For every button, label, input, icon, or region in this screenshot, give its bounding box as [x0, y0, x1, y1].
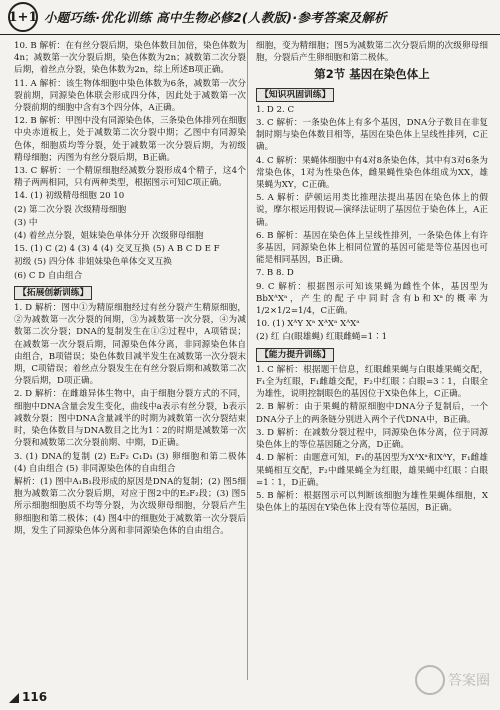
left-column-paragraph: 15. (1) C (2) 4 (3) 4 (4) 交叉互换 (5) A B C D E F — [14, 244, 220, 255]
column-divider — [247, 40, 248, 680]
right-column-paragraph: 2. B 解析：由于果蝇的精原细胞中DNA分子复制后，一个DNA分子上的两条链分别进入两个子代DNA中，B正确。 — [256, 402, 488, 425]
brand-logo — [8, 2, 38, 32]
left-column-paragraph: 2. D 解析：在雌雄异体生物中，由于细胞分裂方式的不同，细胞中DNA含量会发生变化，曲线中a表示有丝分裂，b表示减数分裂；图中DNA含量减半的时期为减数第一次分裂结束时，染色体数目与DNA数目之比为1∶2的时期是减数第一次分裂和减数第二次分裂前期、中期，D正确。 — [14, 389, 246, 449]
page-header — [0, 0, 500, 35]
left-column-paragraph: 10. B 解析：在有丝分裂后期，染色体数目加倍，染色体数为4n；减数第一次分裂后期，染色体数为2n；减数第二次分裂后期，着丝点分裂，染色体数为2n，综上所述B项正确。 — [14, 41, 246, 76]
left-column-paragraph: 13. C 解析：一个精原细胞经减数分裂形成4个精子，这4个精子两两相同，只有两种类型，根据图示可知C项正确。 — [14, 166, 246, 189]
right-column-paragraph: 5. B 解析：根据图示可以判断该细胞为雄性果蝇体细胞，X染色体上的基因在Y染色体上没有等位基因，B正确。 — [256, 490, 488, 514]
left-column-paragraph: (6) C D 自由组合 — [14, 270, 83, 281]
header-title: 小题巧练·优化训练 高中生物必修2(人教版)·参考答案及解析 — [44, 10, 387, 25]
right-column-paragraph: (2) 红 白(眼雄蝇) 红眼雌蝇=1∶1 — [256, 332, 388, 343]
watermark-text: 答案圈 — [448, 673, 490, 689]
right-column — [256, 40, 488, 515]
right-column-paragraph: 7. B 8. D — [256, 268, 294, 279]
right-column-paragraph: 6. B 解析：基因在染色体上呈线性排列，一条染色体上有许多基因，同源染色体上相同位置的基因可能是等位基因也可能是相同基因，B正确。 — [256, 230, 488, 266]
section-label: 【能力提升训练】 — [256, 348, 334, 362]
right-column-paragraph: 1. D 2. C — [256, 104, 295, 115]
right-column-paragraph: 3. C 解析：一条染色体上有多个基因，DNA分子数目在非复制时期与染色体数目相等，基因在染色体上呈线性排列，C正确。 — [256, 118, 488, 153]
page-number: 116 — [22, 690, 48, 704]
left-column-paragraph: 解析：(1) 图中A₁B₁段形成的原因是DNA的复制；(2) 图5细胞为减数第二次分裂后期，对应于图2中的E₂F₂段；(3) 图5所示细胞细胞质不均等分裂，为次级卵母细胞，分裂后产生卵细胞和第二极体；(4) 图4中的细胞处于减数第一次分裂后期，发生了同源染色体分离和非同源染色体的自由组合。 — [14, 476, 246, 536]
right-column-paragraph: 4. C 解析：果蝇体细胞中有4对8条染色体，其中有3对6条为常染色体，1对为性染色体，雌果蝇性染色体组成为XX，雄果蝇为XY，C正确。 — [256, 155, 488, 191]
left-column-paragraph: 12. B 解析：甲图中没有同源染色体，三条染色体排列在细胞中央赤道板上，处于减数第二次分裂中期；乙图中有同源染色体，细胞质均等分裂，处于减数第一次分裂后期，为初级精母细胞；丙图为有丝分裂后期，B正确。 — [14, 116, 246, 163]
right-column-paragraph: 1. C 解析：根据题干信息，红眼雌果蝇与白眼雄果蝇交配，F₁全为红眼，F₁雌雄交配，F₂中红眼∶白眼=3∶1，白眼全为雄性，说明控制眼色的基因位于X染色体上，C正确。 — [256, 364, 488, 400]
left-column-paragraph: (4) 着丝点分裂，姐妹染色单体分开 次级卵母细胞 — [14, 231, 204, 242]
left-column — [14, 40, 246, 538]
left-column-paragraph: (2) 第二次分裂 次级精母细胞 — [14, 204, 127, 215]
section-label: 【知识巩固训练】 — [256, 88, 334, 102]
right-column-paragraph: 5. A 解析：萨顿运用类比推理法提出基因在染色体上的假说，摩尔根运用假说—演绎法证明了基因位于染色体上，A正确。 — [256, 193, 488, 228]
page-corner-mark-icon — [8, 692, 20, 704]
right-column-paragraph: 10. (1) XᴬY Xᵃ XᴬXᵃ XᴬXᵃ — [256, 319, 360, 330]
left-column-paragraph: (3) 中 — [14, 217, 38, 228]
left-column-paragraph: 初级 (5) 四分体 非姐妹染色单体交叉互换 — [14, 257, 172, 268]
left-column-paragraph: 14. (1) 初级精母细胞 20 10 — [14, 191, 125, 202]
right-column-paragraph: 9. C 解析：根据图示可知该果蝇为雌性个体，基因型为BbXᴬXᵃ，产生的配子中同时含有b和Xᵃ的概率为1/2×1/2=1/4，C正确。 — [256, 281, 488, 317]
logo-text: 1+1 — [8, 9, 38, 25]
right-column-paragraph: 4. D 解析：由题意可知，F₁的基因型为XᴬXᵃ和XᴬY，F₁雌雄果蝇相互交配，F₂中雌果蝇全为红眼，雄果蝇中红眼∶白眼=1∶1，D正确。 — [256, 453, 488, 488]
right-column-paragraph: 细胞，变为精细胞；图5为减数第二次分裂后期的次级卵母细胞，分裂后产生卵细胞和第二极体。 — [256, 41, 488, 64]
right-column-paragraph: 3. D 解析：在减数分裂过程中，同源染色体分离，位于同源染色体上的等位基因随之分离，D正确。 — [256, 427, 488, 451]
section-heading: 第2节 基因在染色体上 — [314, 67, 430, 82]
left-column-paragraph: 11. A 解析：该生物体细胞中染色体数为6条，减数第一次分裂前期，同源染色体联会形成四分体，因此处于减数第一次分裂前期的细胞中含有3个四分体，A正确。 — [14, 78, 246, 114]
answer-watermark-icon — [412, 655, 492, 705]
left-column-paragraph: 1. D 解析：图中①为精原细胞经过有丝分裂产生精原细胞，②为减数第一次分裂的间期，③为减数第一次分裂，④为减数第二次分裂；DNA的复制发生在①②过程中，A项错误；在减数第一次分裂后期，同源染色体分离，非同源染色体自由组合，B项错误；染色体数目减半发生在减数第一次分裂末期，C项错误；着丝点分裂发生在有丝分裂后期和减数第二次分裂后期，D项正确。 — [14, 303, 246, 387]
left-column-paragraph: 3. (1) DNA的复制 (2) E₂F₂ C₁D₁ (3) 卵细胞和第二极体 (4) 自由组合 (5) 非同源染色体的自由组合 — [14, 451, 246, 474]
section-label: 【拓展创新训练】 — [14, 286, 92, 300]
